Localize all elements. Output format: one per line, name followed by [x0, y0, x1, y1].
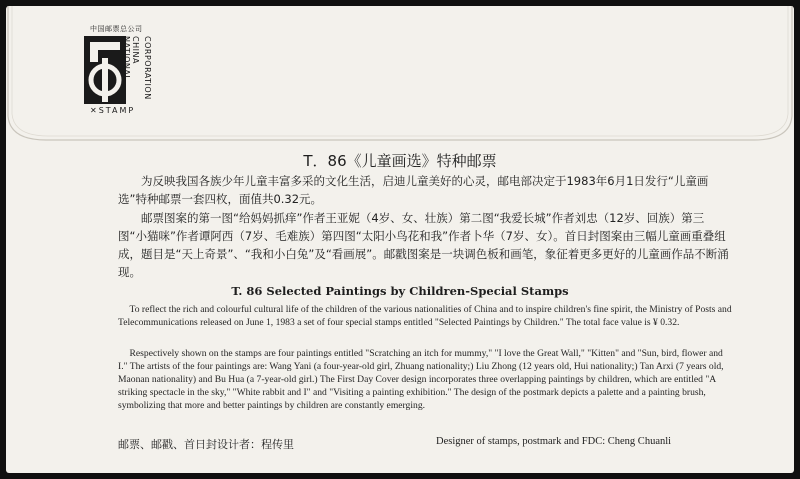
logo-stamp-word: ✕STAMP: [90, 106, 136, 115]
china-stamp-corporation-logo: [78, 18, 168, 128]
logo-mark-icon: [84, 36, 126, 104]
chinese-title: T．86《儿童画选》特种邮票: [303, 152, 497, 170]
designer-credit-chinese: 邮票、邮戳、首日封设计者：程传里: [118, 438, 294, 451]
designer-credit-english: Designer of stamps, postmark and FDC: Cheng Chuanli: [436, 436, 672, 447]
logo-chinese-text: 中国邮票总公司: [90, 25, 143, 33]
logo-vertical-text-1: CHINA NATIONAL: [122, 36, 140, 81]
english-title: T. 86 Selected Paintings by Children-Special Stamps: [231, 284, 569, 298]
english-paragraph-1: To reflect the rich and colourful cultural life of the children of the various nationalities of China and to inspire children's fine spirit, the Ministry of Posts and Telecommunications released on June 1, 1983 a set of four special stamps entitled "Selected Paintings by Children." The total face value is ¥ 0.32.: [118, 304, 732, 328]
chinese-paragraph-2: 邮票图案的第一图“给妈妈抓痒”作者王亚妮（4岁、女、壮族）第二图“我爱长城”作者刘忠（12岁、回族）第三图“小猫咪”作者谭阿西（7岁、毛难族）第四图“太阳小鸟花和我”作者卜华（7岁、女）。首日封图案由三幅儿童画重叠组成，题目是“天上奇景”、“我和小白兔”及“看画展”。邮戳图案是一块调色板和画笔，象征着更多更好的儿童画作品不断涌现。: [118, 211, 729, 279]
logo-vertical-text-2: CORPORATION: [143, 36, 152, 100]
chinese-paragraph-1: 为反映我国各族少年儿童丰富多采的文化生活，启迪儿童美好的心灵，邮电部决定于1983年6月1日发行“儿童画选”特种邮票一套四枚，面值共0.32元。: [118, 174, 709, 206]
english-paragraph-2: Respectively shown on the stamps are four paintings entitled "Scratching an itch for mummy," "I love the Great Wall," "Kitten" and "Sun, bird, flower and I." The artists of the four paintings are: Wang Yani (a four-year-old girl, Zhuang nationality;) Liu Zhong (12 years old, Hui nationality;) Tan Arxi (7 years old, Maonan nationality) and Bu Hua (a 7-year-old girl.) The First Day Cover design incorporates three overlapping paintings by children, which are entitled "A striking spectacle in the sky," "White rabbit and I" and "Visiting a painting exhibition." The design of the postmark depicts a palette and a painting brush, symbolizing that more and better paintings by children are constantly emerging.: [118, 348, 724, 411]
